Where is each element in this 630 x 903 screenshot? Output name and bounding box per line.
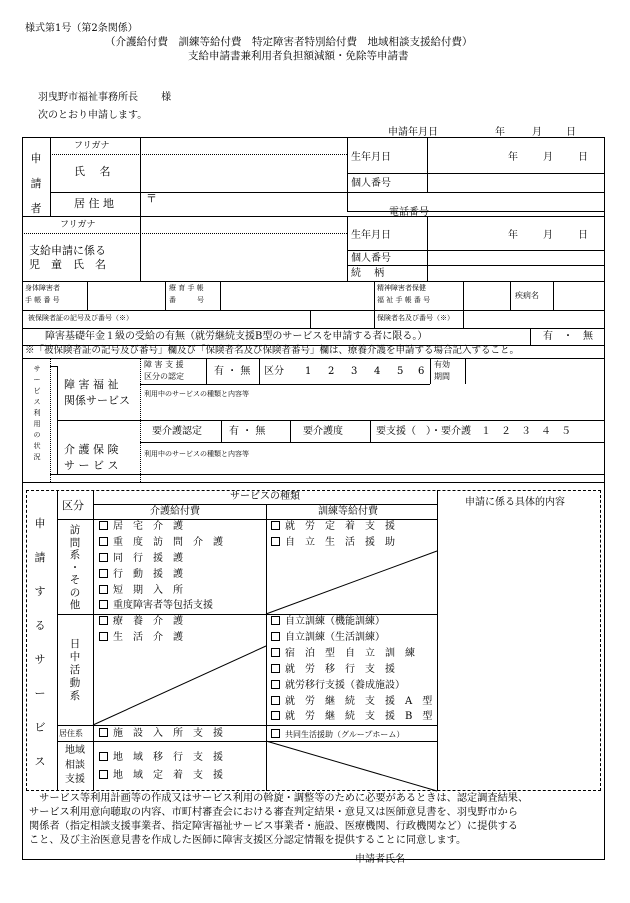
- applicant-birth-label: 生年月日: [351, 152, 391, 163]
- intro-text: 次のとおり申請します。: [38, 110, 148, 121]
- child-furigana-label: フリガナ: [60, 220, 96, 230]
- child-relation-label: 続 柄: [351, 268, 385, 279]
- detail-header: 申請に係る具体的内容: [465, 497, 565, 508]
- service-severe-visit[interactable]: 重 度 訪 問 介 護: [99, 537, 223, 549]
- service-medical-care[interactable]: 療 養 介 護: [99, 616, 183, 628]
- pension-answer[interactable]: 有 ・ 無: [543, 331, 593, 342]
- kunren-header: 訓練等給付費: [318, 506, 378, 517]
- form-number: 様式第1号（第2条関係）: [25, 23, 138, 34]
- applicant-name-label: 氏 名: [74, 165, 111, 178]
- care-service-label-2: サ ー ビ ス: [64, 459, 119, 472]
- consent-line-2: サービス利用意向聴取の内容、市町村審査会における審査判定結果・意見又は医師意見書を、羽曳野市から: [29, 807, 518, 818]
- valid-period-label-1: 有効: [434, 360, 450, 369]
- service-employment-transition[interactable]: 就 労 移 行 支 援: [271, 664, 395, 676]
- support-cert-yesno[interactable]: 有 ・ 無: [214, 366, 251, 377]
- service-kinds-header: サービスの種類: [230, 491, 300, 502]
- date-year: 年: [495, 127, 505, 138]
- rehab-notebook-label-1: 療 育 手 帳: [169, 284, 204, 292]
- care-level-label: 要介護度: [303, 426, 343, 437]
- support-cert-label-1: 障 害 支 援: [144, 360, 184, 369]
- category-local: 地域 相談 支援: [65, 745, 85, 785]
- insurance-note: ※「被保険者証の記号及び番号」欄及び「保険者名及び保険者番号」欄は、療養介護を申請する場合記入すること。: [25, 345, 520, 356]
- service-training-function[interactable]: 自立訓練（機能訓練）: [271, 616, 385, 628]
- child-label-1: 支給申請に係る: [29, 244, 106, 257]
- care-cert-yesno[interactable]: 有 ・ 無: [229, 426, 266, 437]
- service-independent-living[interactable]: 自 立 生 活 援 助: [271, 537, 395, 549]
- mental-notebook-label-2: 福 祉 手 帳 番 号: [377, 296, 431, 304]
- valid-period-label-2: 期間: [434, 372, 450, 381]
- consent-line-1: サービス等利用計画等の作成又はサービス利用の斡旋・調整等のために必要があるときは、認定調査結果、: [29, 793, 529, 804]
- application-date-label: 申請年月日: [388, 127, 438, 138]
- birth-month: 月: [543, 152, 553, 163]
- service-employment-transition-school[interactable]: 就労移行支援（養成施設）: [271, 680, 405, 692]
- service-life-care[interactable]: 生 活 介 護: [99, 632, 183, 644]
- insured-id-label: 被保険者証の記号及び番号（※）: [28, 314, 133, 322]
- service-local-settlement[interactable]: 地 域 定 着 支 援: [99, 770, 223, 782]
- service-continuous-a[interactable]: 就 労 継 続 支 援 A 型: [271, 696, 432, 708]
- child-birth-year: 年: [508, 230, 518, 241]
- care-cert-label: 要介護認定: [152, 426, 202, 437]
- consent-line-3: 関係者（指定相談支援事業者、指定障害福祉サービス事業者・施設、医療機関、行政機関など）に提供する: [29, 821, 518, 832]
- support-level-5[interactable]: 5: [397, 366, 404, 377]
- service-training-life[interactable]: 自立訓練（生活訓練）: [271, 632, 385, 644]
- child-birth-day: 日: [578, 230, 588, 241]
- date-month: 月: [532, 127, 542, 138]
- applicant-side-label: 申 請 者: [30, 152, 42, 215]
- pension-question: 障害基礎年金１級の受給の有無（就労継続支援B型のサービスを申請する者に限る。）: [45, 331, 428, 342]
- service-employment-retention[interactable]: 就 労 定 着 支 援: [271, 521, 395, 533]
- support-level-3[interactable]: 3: [351, 366, 358, 377]
- addressee: 羽曳野市福祉事務所長 様: [38, 92, 172, 103]
- support-cert-label-2: 区分の認定: [144, 372, 184, 381]
- welfare-in-use-label: 利用中のサービスの種類と内容等: [144, 390, 249, 398]
- welfare-service-label-2: 関係サービス: [64, 394, 130, 407]
- service-local-transition[interactable]: 地 域 移 行 支 援: [99, 752, 223, 764]
- consent-line-4: こと、及び主治医意見書を作成した医師に障害支援区分認定情報を提供することに同意します。: [29, 835, 467, 846]
- applicant-phone-label: 電話番号: [389, 207, 429, 218]
- birth-year: 年: [508, 152, 518, 163]
- welfare-service-label-1: 障 害 福 祉: [64, 378, 119, 391]
- disease-label: 疾病名: [515, 291, 539, 300]
- service-behavior[interactable]: 行 動 援 護: [99, 569, 183, 581]
- support-level-2[interactable]: 2: [328, 366, 335, 377]
- service-facility[interactable]: 施 設 入 所 支 援: [99, 728, 223, 740]
- title-line-2: 支給申請書兼利用者負担額減額・免除等申請書: [188, 50, 409, 62]
- category-residential: 居住系: [59, 729, 83, 738]
- service-group-home[interactable]: 共同生活援助（グループホーム）: [271, 729, 404, 739]
- applicant-id-label: 個人番号: [351, 178, 391, 189]
- service-side-label: 申 請 す る サ ー ビ ス: [34, 517, 46, 768]
- child-id-label: 個人番号: [351, 253, 391, 264]
- usage-side-label: サ ー ビ ス 利 用 の 状 況: [33, 365, 41, 461]
- title-line-1: （介護給付費 訓練等給付費 特定障害者特別給付費 地域相談支援給付費）: [105, 36, 473, 48]
- support-level-4[interactable]: 4: [374, 366, 381, 377]
- service-training-lodging[interactable]: 宿 泊 型 自 立 訓 練: [271, 648, 415, 660]
- physical-notebook-label-1: 身体障害者: [25, 284, 60, 292]
- service-accompany[interactable]: 同 行 援 護: [99, 553, 183, 565]
- care-levels[interactable]: 要支援（ ）・要介護 １ ２ ３ ４ ５: [376, 426, 571, 437]
- mental-notebook-label-1: 精神障害者保健: [377, 284, 426, 292]
- support-level-1[interactable]: 1: [305, 366, 312, 377]
- care-service-label-1: 介 護 保 険: [64, 443, 119, 456]
- support-kubun-label: 区分: [264, 366, 284, 377]
- child-birth-label: 生年月日: [351, 230, 391, 241]
- child-birth-month: 月: [543, 230, 553, 241]
- insurer-label: 保険者名及び番号（※）: [377, 314, 454, 322]
- applicant-address-label: 居 住 地: [74, 197, 114, 210]
- signature-label: 申請者氏名: [355, 854, 405, 865]
- postal-mark: 〒: [146, 192, 157, 205]
- birth-day: 日: [578, 152, 588, 163]
- category-day: 日 中 活 動 系: [69, 638, 81, 702]
- category-visit: 訪 問 系 ・ そ の 他: [69, 524, 81, 611]
- physical-notebook-label-2: 手 帳 番 号: [25, 296, 60, 304]
- kaigo-header: 介護給付費: [150, 506, 200, 517]
- applicant-furigana-label: フリガナ: [74, 141, 110, 151]
- rehab-notebook-label-2: 番 号: [169, 296, 204, 304]
- date-day: 日: [566, 127, 576, 138]
- service-kubun-header: 区分: [62, 499, 84, 512]
- service-home-care[interactable]: 居 宅 介 護: [99, 521, 183, 533]
- care-in-use-label: 利用中のサービスの種類と内容等: [144, 450, 249, 458]
- child-label-2: 児 童 氏 名: [29, 258, 106, 271]
- service-continuous-b[interactable]: 就 労 継 続 支 援 B 型: [271, 711, 432, 723]
- service-short-stay[interactable]: 短 期 入 所: [99, 585, 183, 597]
- service-comprehensive[interactable]: 重度障害者等包括支援: [99, 600, 213, 612]
- support-level-6[interactable]: 6: [418, 366, 425, 377]
